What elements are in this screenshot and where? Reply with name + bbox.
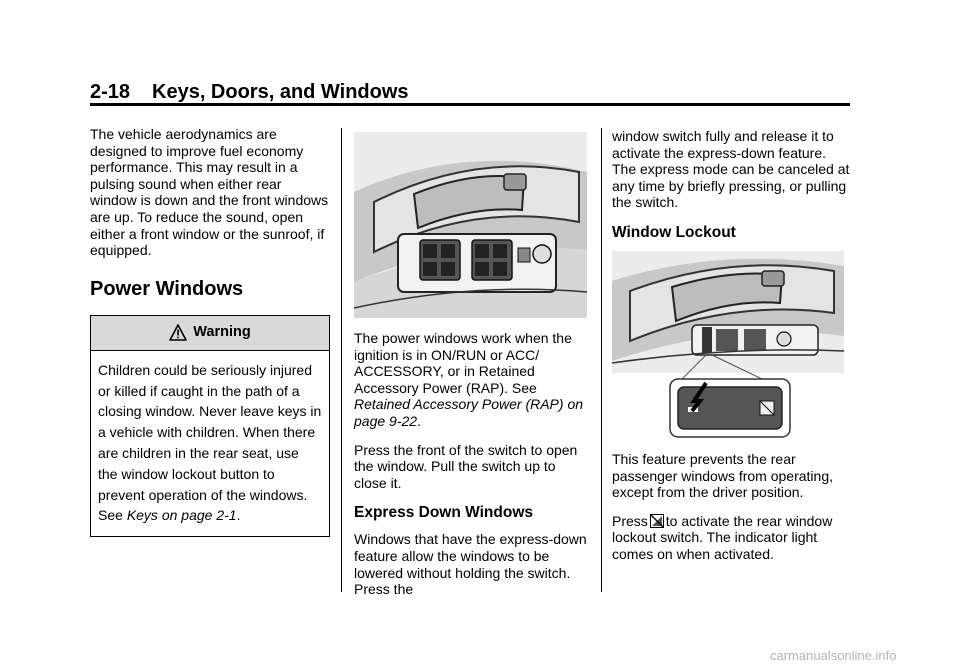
paragraph-text: The power windows work when the ignition is in ON/RUN or ACC/ ACCESSORY, or in Retained Accessory Power (RAP). See (354, 330, 572, 396)
door-switch-illustration (354, 132, 587, 318)
warning-triangle-icon (169, 324, 187, 341)
paragraph-lockout-press (612, 513, 852, 563)
paragraph-switch: Press the front of the switch to open the window. Pull the switch up to close it. (354, 441, 578, 491)
section-heading-power-windows: Power Windows (90, 277, 244, 300)
press-text: Press (612, 512, 648, 529)
window-lockout-icon (650, 514, 664, 528)
paragraph-express: Windows that have the express-down feature allow the windows to be lowered without holding the switch. Press the (354, 531, 587, 598)
header-rule (90, 103, 850, 106)
intro-paragraph: The vehicle aerodynamics are designed to improve fuel economy performance. This may result in a pulsing sound when either rear window is down and the front windows are up. To reduce the sound, open either a front window or the sunroof, if equipped. (90, 126, 329, 259)
warning-box (90, 315, 330, 537)
column-3 (612, 128, 852, 575)
lockout-switch-illustration (612, 251, 844, 441)
section-heading-window-lockout: Window Lockout (612, 223, 736, 241)
warning-body (91, 351, 329, 536)
page-number: 2-18 (90, 81, 131, 103)
paragraph-lockout: This feature prevents the rear passenger windows from operating, except from the driver position. (612, 450, 834, 501)
column-divider (341, 128, 342, 592)
chapter-title: Keys, Doors, and Windows (152, 81, 409, 103)
warning-title: Warning (193, 324, 251, 341)
column-divider (601, 128, 602, 592)
cross-reference-link[interactable]: Retained Accessory Power (RAP) on page 9-22 (354, 396, 584, 429)
warning-text: Children could be seriously injured or killed if caught in the path of a closing window. Never leave keys in a vehicle with children. When there are children in the rear seat, use the window lockout button to prevent operation of the windows. See (98, 361, 322, 524)
column-2 (354, 126, 590, 610)
column-1 (90, 126, 330, 537)
watermark: carmanualsonline.info (770, 648, 897, 663)
paragraph-end: . (417, 412, 421, 429)
cross-reference-link[interactable]: Keys on page 2-1 (126, 507, 237, 524)
section-heading-express-down: Express Down Windows (354, 504, 533, 522)
warning-header (91, 316, 329, 351)
press-text-continued: to activate the rear window lockout switch. The indicator light comes on when activated. (612, 512, 833, 562)
page-header (90, 80, 850, 104)
warning-end: . (236, 507, 241, 524)
paragraph-ignition (354, 330, 590, 430)
paragraph-express-continued: window switch fully and release it to activate the express-down feature. The express mode can be canceled at any time by briefly pressing, or pulling the switch. (612, 128, 850, 211)
